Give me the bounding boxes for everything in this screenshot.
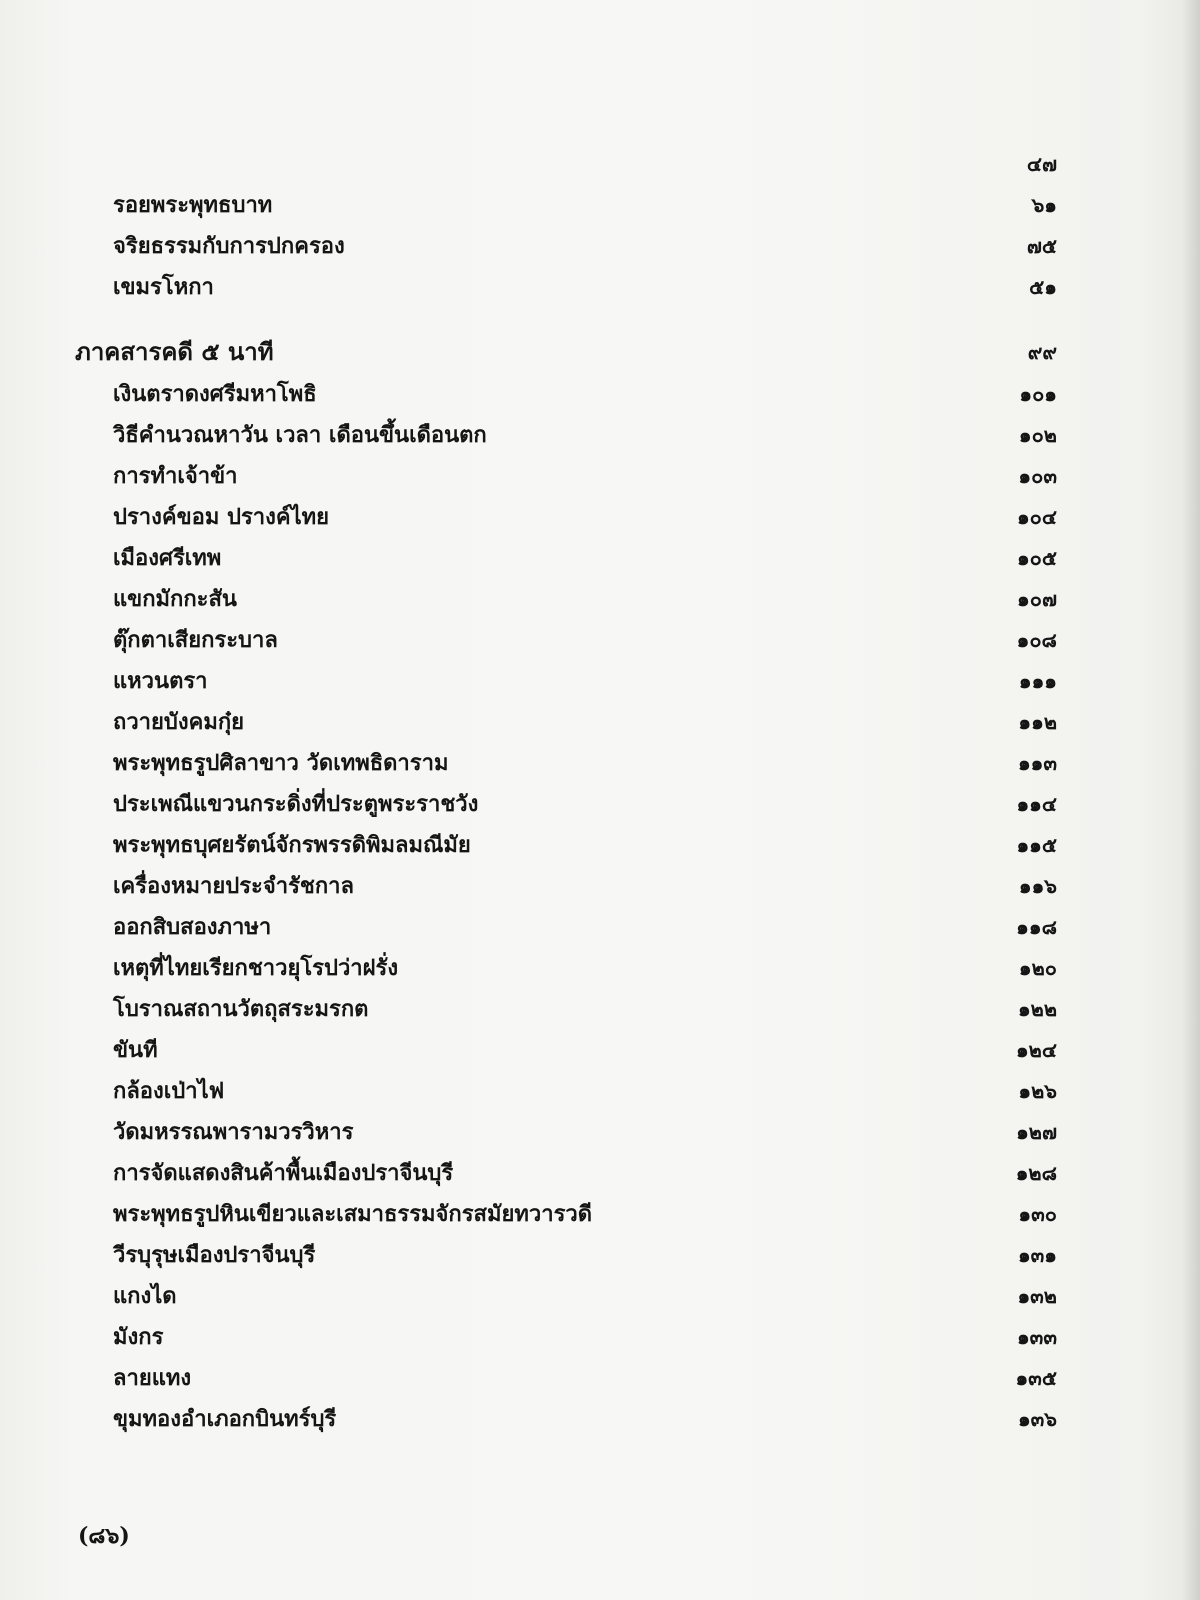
toc-page-number: ๑๒๖ [1018, 1079, 1057, 1103]
toc-page-number: ๑๐๑ [1019, 382, 1057, 406]
toc-title: เขมรโหกา [113, 274, 214, 300]
toc-page-number: ๑๑๕ [1016, 833, 1057, 857]
toc-row [0, 784, 1200, 824]
toc-title: แกงได [113, 1283, 177, 1309]
toc-page-number: ๑๓๒ [1017, 1284, 1057, 1308]
toc-row [0, 1071, 1200, 1111]
toc-page-number: ๑๒๒ [1017, 997, 1057, 1021]
toc-row [0, 1399, 1200, 1439]
toc-row [0, 226, 1200, 266]
toc-page-number: ๑๓๕ [1015, 1366, 1057, 1390]
toc-title: ขุมทองอำเภอกบินทร์บุรี [113, 1406, 337, 1432]
toc-page-number: ๗๕ [1026, 234, 1057, 258]
toc-row [0, 497, 1200, 537]
toc-page-number: ๕๑ [1029, 275, 1057, 299]
toc-title: จริยธรรมกับการปกครอง [113, 233, 345, 259]
toc-section-row [0, 332, 1200, 372]
toc-title: ปรางค์ขอม ปรางค์ไทย [113, 504, 330, 530]
toc-title: เหตุที่ไทยเรียกชาวยุโรปว่าฝรั่ง [113, 955, 399, 981]
toc-row [0, 415, 1200, 455]
toc-title: พระพุทธรูปหินเขียวและเสมาธรรมจักรสมัยทวารวดี [113, 1201, 593, 1227]
toc-title: รอยพระพุทธบาท [113, 192, 273, 218]
toc-page-number: ๑๑๒ [1018, 710, 1057, 734]
toc-title: กล้องเป่าไฟ [113, 1078, 225, 1104]
toc-page-number: ๑๐๓ [1018, 464, 1057, 488]
toc-page-number: ๙๙ [1027, 340, 1057, 364]
toc-page-number: ๑๓๐ [1018, 1202, 1057, 1226]
toc-title: เครื่องหมายประจำรัชกาล [113, 873, 355, 899]
toc-title: มังกร [113, 1324, 164, 1350]
toc-title: แหวนตรา [113, 668, 208, 694]
toc-row [0, 1194, 1200, 1234]
toc-title: วีรบุรุษเมืองปราจีนบุรี [113, 1242, 316, 1268]
toc-row [0, 1358, 1200, 1398]
toc-page-number: ๑๑๘ [1016, 915, 1057, 939]
toc-title: การจัดแสดงสินค้าพื้นเมืองปราจีนบุรี [113, 1160, 454, 1186]
toc-page-number: ๑๑๖ [1018, 874, 1057, 898]
toc-title: แขกมักกะสัน [113, 586, 237, 612]
toc-row [0, 267, 1200, 307]
toc-row [0, 1276, 1200, 1316]
toc-page-number: ๑๒๔ [1015, 1038, 1057, 1062]
toc-row [0, 374, 1200, 414]
toc-row [0, 538, 1200, 578]
toc-section-title: ภาคสารคดี ๕ นาที [75, 337, 274, 366]
toc-title: ออกสิบสองภาษา [113, 914, 272, 940]
toc-row [0, 743, 1200, 783]
toc-title: วิธีคำนวณหาวัน เวลา เดือนขึ้นเดือนตก [113, 422, 487, 448]
toc-page-number: ๑๓๓ [1016, 1325, 1057, 1349]
toc-page-number: ๑๐๗ [1017, 587, 1057, 611]
toc-page-number: ๑๐๒ [1018, 423, 1057, 447]
toc-title: เงินตราดงศรีมหาโพธิ [113, 381, 317, 407]
toc-title: วัดมหรรณพารามวรวิหาร [113, 1119, 354, 1145]
toc-row [0, 579, 1200, 619]
toc-row [0, 907, 1200, 947]
toc-row [0, 144, 1200, 184]
toc-row [0, 702, 1200, 742]
toc-title: ถวายบังคมกุ๋ย [113, 709, 245, 735]
toc-row [0, 866, 1200, 906]
page-folio-number: (๘๖) [78, 1523, 130, 1549]
toc-title: ขันที [113, 1037, 158, 1063]
toc-row [0, 825, 1200, 865]
toc-page-number: ๑๒๐ [1018, 956, 1057, 980]
toc-page-number: ๖๑ [1031, 193, 1057, 217]
toc-row [0, 456, 1200, 496]
toc-title: ตุ๊กตาเสียกระบาล [113, 627, 278, 653]
toc-row [0, 989, 1200, 1029]
toc-row [0, 185, 1200, 225]
toc-page-number: ๑๓๑ [1017, 1243, 1057, 1267]
toc-page-number: ๑๐๘ [1016, 628, 1057, 652]
toc-row [0, 1153, 1200, 1193]
toc-title: ลายแทง [113, 1365, 192, 1391]
toc-page-number: ๑๓๖ [1017, 1407, 1057, 1431]
toc-page-number: ๑๒๘ [1015, 1161, 1057, 1185]
toc-title: ประเพณีแขวนกระดิ่งที่ประตูพระราชวัง [113, 791, 479, 817]
toc-row [0, 1030, 1200, 1070]
toc-title: พระพุทธรูปศิลาขาว วัดเทพธิดาราม [113, 750, 449, 776]
toc-row [0, 620, 1200, 660]
toc-title: โบราณสถานวัตถุสระมรกต [113, 996, 369, 1022]
toc-row [0, 661, 1200, 701]
toc-title: พระพุทธบุศยรัตน์จักรพรรดิพิมลมณีมัย [113, 832, 471, 858]
toc-row [0, 1112, 1200, 1152]
toc-row [0, 1235, 1200, 1275]
toc-page-number: ๑๐๕ [1016, 546, 1057, 570]
toc-page-number: ๑๐๔ [1016, 505, 1057, 529]
toc-row [0, 948, 1200, 988]
toc-page-number: ๔๗ [1026, 152, 1057, 176]
toc-page-number: ๑๑๓ [1017, 751, 1057, 775]
toc-title: เมืองศรีเทพ [113, 545, 222, 571]
toc-page-number: ๑๒๗ [1016, 1120, 1057, 1144]
toc-page-number: ๑๑๔ [1016, 792, 1057, 816]
toc-title: การทำเจ้าข้า [113, 463, 238, 489]
toc-row [0, 1317, 1200, 1357]
toc-page-number: ๑๑๑ [1018, 669, 1057, 693]
